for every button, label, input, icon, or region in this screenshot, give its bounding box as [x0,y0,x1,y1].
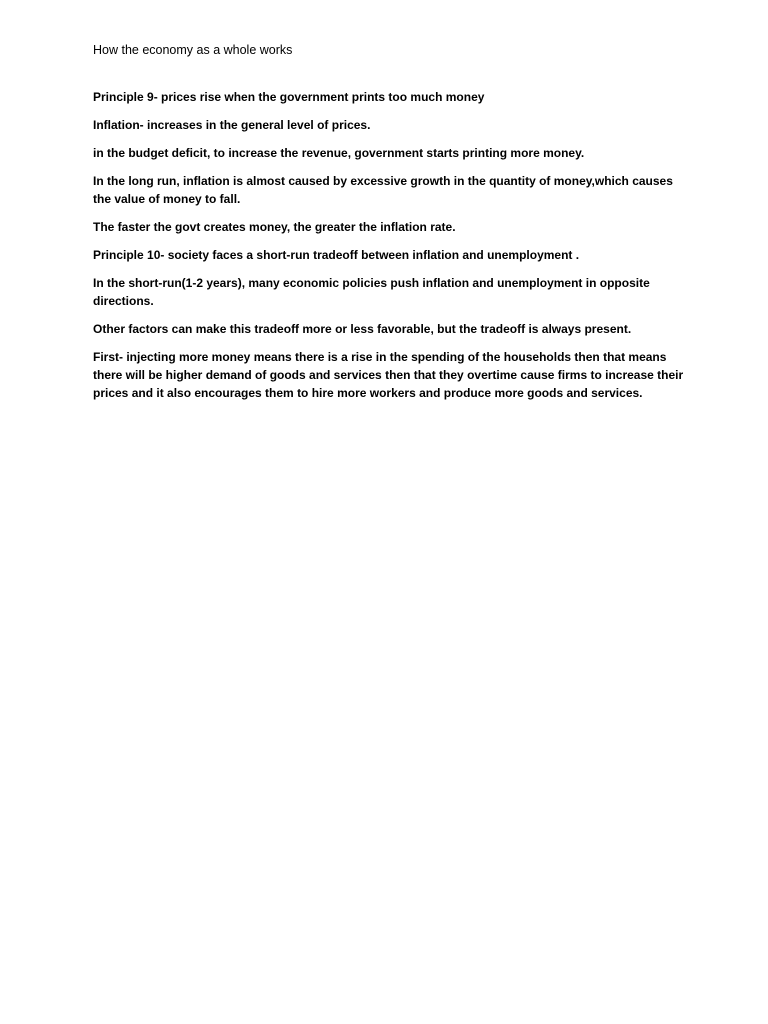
paragraph-long-run: In the long run, inflation is almost caused by excessive growth in the quantity of money,which causes the value of money to fall. [93,174,673,206]
paragraph-short-run: In the short-run(1-2 years), many economic policies push inflation and unemployment in opposite directions. [93,276,650,308]
paragraph-principle-10: Principle 10- society faces a short-run tradeoff between inflation and unemployment . [93,248,580,262]
document-body [93,88,693,412]
paragraph-inflation-definition: Inflation- increases in the general level of prices. [93,118,371,132]
paragraph-first-injecting: First- injecting more money means there is a rise in the spending of the households then that means there will be higher demand of goods and services then that they overtime cause firms to increase their prices and it also encourages them to hire more workers and produce more goods and services. [93,350,684,400]
document-title: How the economy as a whole works [93,43,293,57]
paragraph-inflation-rate: The faster the govt creates money, the greater the inflation rate. [93,220,456,234]
paragraph-other-factors: Other factors can make this tradeoff more or less favorable, but the tradeoff is always present. [93,322,632,336]
paragraph-budget-deficit: in the budget deficit, to increase the revenue, government starts printing more money. [93,146,585,160]
paragraph-principle-9: Principle 9- prices rise when the government prints too much money [93,90,485,104]
